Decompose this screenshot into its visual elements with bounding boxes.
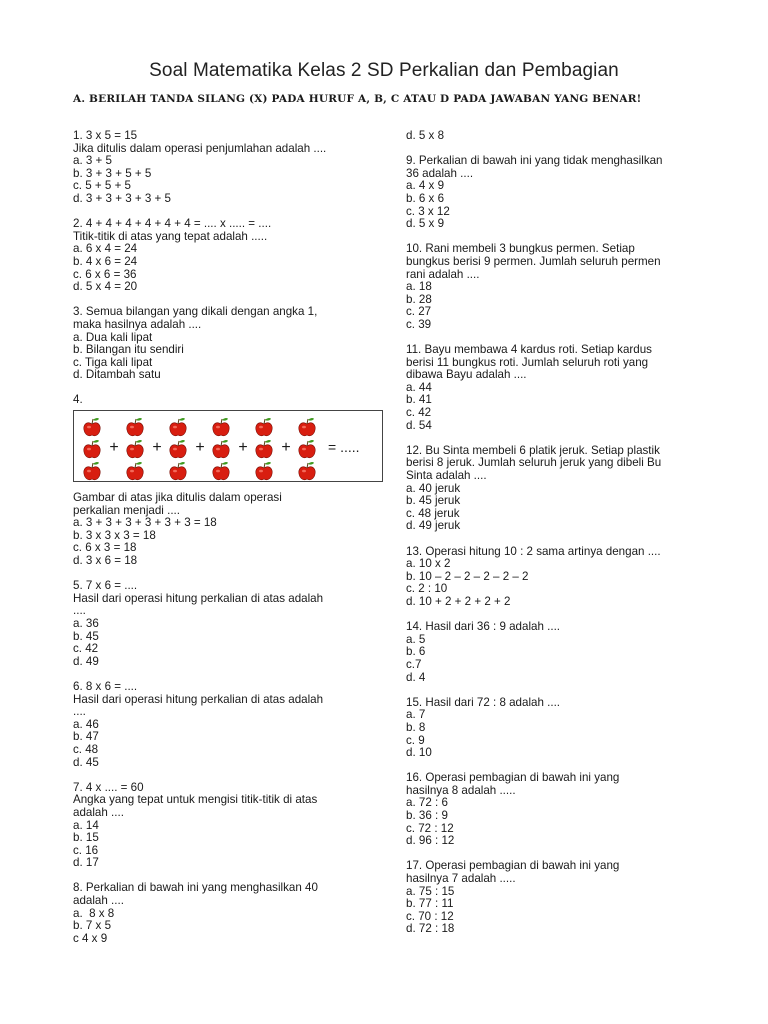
apple-icon [213,418,229,436]
question-line: c.7 [406,657,422,671]
question-line: Gambar di atas jika ditulis dalam operasi [73,491,282,505]
question-line: a. Dua kali lipat [73,330,153,344]
question-line: .... [73,705,86,719]
apple-icon [170,462,186,480]
question-block [406,697,706,760]
apple-icon [213,440,229,458]
question-line: a. 3 + 3 + 3 + 3 + 3 + 3 = 18 [73,516,217,530]
left-question-column [73,130,373,958]
question-block [406,772,706,848]
question-block [73,130,373,206]
question-line: b. 28 [406,292,432,306]
apple-icon [299,462,315,480]
question-line: a. 7 [406,708,426,722]
question-line: c. 5 + 5 + 5 [73,179,132,193]
question-line: b. 3 + 3 + 5 + 5 [73,166,152,180]
question-line: Angka yang tepat untuk mengisi titik-titik di atas [73,793,318,807]
question-line: 8. Perkalian di bawah ini yang menghasilkan 40 [73,881,318,895]
apple-icon [299,440,315,458]
question-line: 13. Operasi hitung 10 : 2 sama artinya dengan .... [406,544,661,558]
question-line: c. 42 [406,406,432,420]
question-line: c. 9 [406,733,425,747]
question-line: a. 3 + 5 [73,154,112,168]
question-line: 10. Rani membeli 3 bungkus permen. Setiap [406,242,635,256]
question-line: .... [73,604,86,618]
question-line: c. Tiga kali lipat [73,355,153,369]
apple-icon [170,418,186,436]
question-line: adalah .... [73,894,124,908]
question-line: b. 7 x 5 [73,919,112,933]
question-line: 7. 4 x .... = 60 [73,780,144,794]
question-line: maka hasilnya adalah .... [73,317,202,331]
question-line: d. 54 [406,418,432,432]
question-line: d. 45 [73,755,99,769]
question-block [406,546,706,609]
question-line: 15. Hasil dari 72 : 8 adalah .... [406,695,561,709]
question-line: bungkus berisi 9 permen. Jumlah seluruh permen [406,254,661,268]
question-line: 12. Bu Sinta membeli 6 platik jeruk. Setiap plastik [406,443,660,457]
question-line: c. 27 [406,305,432,319]
question-block [73,394,373,567]
question-line: d. Ditambah satu [73,368,161,382]
question-block [406,155,706,231]
question-line: b. 36 : 9 [406,809,448,823]
question-line: Titik-titik di atas yang tepat adalah ..... [73,229,268,243]
question-line: a. 36 [73,617,99,630]
apple-icon [170,440,186,458]
question-line: d. 5 x 8 [406,129,445,142]
question-line: b. 45 jeruk [406,494,461,508]
apple-icon [299,418,315,436]
question-line: d. 5 x 4 = 20 [73,280,138,294]
question-line: b. 6 x 6 [406,191,445,205]
question-line: c. 39 [406,317,432,331]
apple-icon [256,462,272,480]
question-line: adalah .... [73,805,124,819]
question-line: 2. 4 + 4 + 4 + 4 + 4 + 4 = .... x ..... = .... [73,217,272,231]
question-block [406,130,706,143]
question-line: c. 48 [73,742,99,756]
apple-icon [127,440,143,458]
question-line: Jika ditulis dalam operasi penjumlahan adalah .... [73,141,327,155]
question-line: b. 8 [406,720,426,734]
question-line: a. 18 [406,280,432,294]
apple-icon [127,462,143,480]
question-block [73,782,373,870]
question-line: Hasil dari operasi hitung perkalian di atas adalah [73,591,324,605]
question-line: b. 10 – 2 – 2 – 2 – 2 – 2 [406,569,529,583]
question-line: c. 70 : 12 [406,909,454,923]
question-block [73,681,373,769]
question-block [73,306,373,382]
question-line: d. 72 : 18 [406,922,455,936]
apple-icon [256,418,272,436]
question-line: a. 4 x 9 [406,179,445,193]
question-line: a. 10 x 2 [406,557,451,571]
question-line: d. 4 [406,670,426,684]
question-line: b. 45 [73,629,99,643]
question-line: c. 6 x 6 = 36 [73,267,137,281]
question-line: a. 46 [73,717,99,731]
question-block [406,860,706,936]
question-line: d. 96 : 12 [406,834,455,848]
question-line: c. 16 [73,843,99,857]
question-line: c. 42 [73,642,99,656]
question-line: 3. Semua bilangan yang dikali dengan angka 1, [73,305,318,319]
apple-icon [84,418,100,436]
apple-icon [84,462,100,480]
question-line: d. 3 + 3 + 3 + 3 + 5 [73,191,171,205]
question-line: c 4 x 9 [73,931,108,945]
plus-sign: + [238,439,248,457]
question-line: a. 5 [406,632,426,646]
question-line: c. 2 : 10 [406,582,448,596]
question-line: a. 44 [406,380,432,394]
plus-sign: + [109,439,119,457]
question-line: b. 3 x 3 x 3 = 18 [73,528,156,542]
question-block [406,621,706,684]
question-line: c. 48 jeruk [406,506,460,520]
question-line: a. 75 : 15 [406,884,455,898]
question-block [406,243,706,331]
question-line: a. 72 : 6 [406,796,448,810]
question-line: a. 14 [73,818,99,832]
question-line: 14. Hasil dari 36 : 9 adalah .... [406,620,561,634]
plus-sign: + [152,439,162,457]
question-line: berisi 11 bungkus roti. Jumlah seluruh roti yang [406,355,649,369]
question-line: b. 4 x 6 = 24 [73,254,138,268]
plus-sign: + [195,439,205,457]
question-line: c. 3 x 12 [406,204,450,218]
question-line: b. 15 [73,831,99,845]
question-line: Hasil dari operasi hitung perkalian di atas adalah [73,692,324,706]
apple-icon [213,462,229,480]
question-line: 16. Operasi pembagian di bawah ini yang [406,771,620,785]
question-line: 36 adalah .... [406,166,474,180]
question-line: d. 49 jeruk [406,519,461,533]
question-line: c. 6 x 3 = 18 [73,541,137,555]
page-title: Soal Matematika Kelas 2 SD Perkalian dan Pembagian [149,60,619,81]
question-line: 9. Perkalian di bawah ini yang tidak menghasilkan [406,154,663,168]
question-line: Sinta adalah .... [406,469,487,483]
question-line: 5. 7 x 6 = .... [73,579,138,593]
question-line: 6. 8 x 6 = .... [73,679,138,693]
question-line: dibawa Bayu adalah .... [406,368,527,382]
question-line: b. Bilangan itu sendiri [73,343,184,357]
question-block [406,344,706,432]
question-line: d. 17 [73,856,99,870]
question-line: a. 8 x 8 [73,906,115,920]
question-line: b. 41 [406,393,432,407]
apple-groups-image [73,410,383,482]
right-question-column [406,130,706,949]
question-line: d. 10 [406,746,432,760]
apple-icon [84,440,100,458]
question-line: 4. [73,393,83,407]
equals-text: = ..... [328,439,360,456]
question-line: d. 49 [73,654,99,668]
question-line: 1. 3 x 5 = 15 [73,129,138,142]
question-line: d. 3 x 6 = 18 [73,554,138,568]
question-line: berisi 8 jeruk. Jumlah seluruh jeruk yang dibeli Bu [406,456,662,470]
question-block [73,580,373,668]
question-line: perkalian menjadi .... [73,503,180,517]
question-line: rani adalah .... [406,267,480,281]
question-line: 11. Bayu membawa 4 kardus roti. Setiap kardus [406,343,652,357]
question-line: a. 40 jeruk [406,481,461,495]
question-block [406,445,706,533]
apple-icon [127,418,143,436]
question-line: b. 47 [73,730,99,744]
question-line: c. 72 : 12 [406,821,454,835]
question-line: hasilnya 7 adalah ..... [406,872,516,886]
instruction-heading: A. BERILAH TANDA SILANG (X) PADA HURUF A, B, C ATAU D PADA JAWABAN YANG BENAR! [73,93,642,105]
question-line: d. 10 + 2 + 2 + 2 + 2 [406,594,511,608]
question-line: 17. Operasi pembagian di bawah ini yang [406,859,620,873]
apple-icon [256,440,272,458]
question-block [73,218,373,294]
question-block [73,882,373,945]
question-line: hasilnya 8 adalah ..... [406,783,516,797]
question-line: a. 6 x 4 = 24 [73,242,138,256]
plus-sign: + [281,439,291,457]
question-line: b. 6 [406,645,426,659]
question-line: d. 5 x 9 [406,217,445,231]
question-line: b. 77 : 11 [406,897,454,911]
